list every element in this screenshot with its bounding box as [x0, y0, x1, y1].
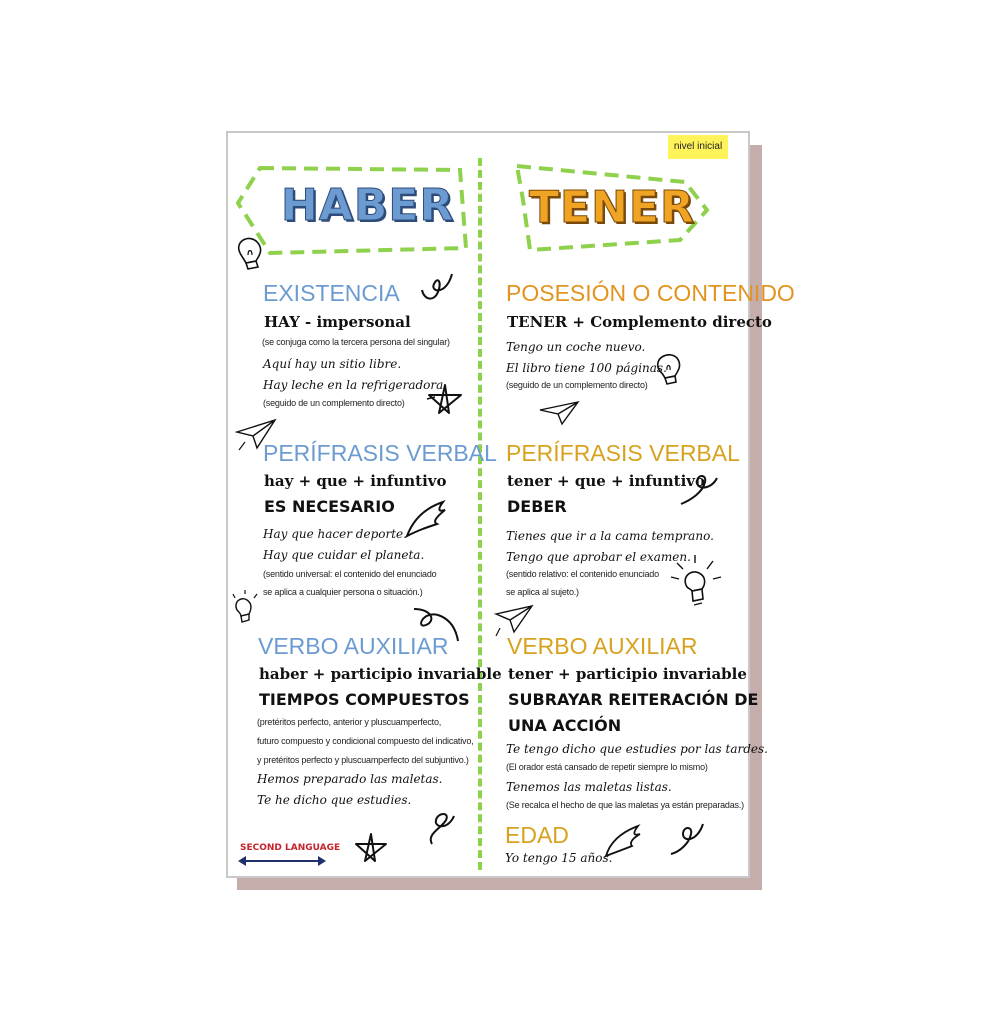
squiggle-icon — [677, 470, 721, 508]
tener-edad-heading: EDAD — [505, 822, 569, 848]
lightbulb-icon — [232, 233, 272, 275]
tener-auxiliar-note1: (El orador está cansado de repetir siempre lo mismo) — [506, 762, 708, 772]
haber-existencia-ex2: Hay leche en la refrigeradora. — [263, 378, 448, 392]
lightbulb-rays-icon — [229, 588, 263, 632]
haber-auxiliar-note1: (pretéritos perfecto, anterior y pluscuamperfecto, — [257, 717, 442, 727]
squiggle-icon — [667, 820, 707, 860]
tener-posesion-ex2: El libro tiene 100 páginas. — [506, 361, 667, 375]
tener-posesion-ex1: Tengo un coche nuevo. — [506, 340, 646, 354]
tener-posesion-note1: (seguido de un complemento directo) — [506, 380, 648, 390]
haber-existencia-heading: EXISTENCIA — [263, 280, 400, 306]
star-icon — [425, 383, 465, 417]
haber-perifrasis-rule: hay + que + infuntivo — [264, 472, 447, 490]
haber-auxiliar-note2: futuro compuesto y condicional compuesto del indicativo, — [257, 736, 474, 746]
haber-existencia-note1: (se conjuga como la tercera persona del singular) — [262, 337, 450, 347]
haber-auxiliar-heading: VERBO AUXILIAR — [258, 633, 449, 659]
paper-plane-icon — [492, 600, 534, 640]
tener-posesion-heading: POSESIÓN O CONTENIDO — [506, 280, 795, 306]
tener-perifrasis-note2: se aplica al sujeto.) — [506, 587, 579, 597]
squiggle-icon — [424, 808, 458, 848]
haber-perifrasis-heading: PERÍFRASIS VERBAL — [263, 440, 497, 466]
haber-auxiliar-ex1: Hemos preparado las maletas. — [257, 772, 443, 786]
tener-auxiliar-meaning2: UNA ACCIÓN — [508, 716, 622, 735]
lightbulb-icon — [651, 350, 687, 390]
haber-auxiliar-meaning: TIEMPOS COMPUESTOS — [259, 690, 470, 709]
haber-title: HABER — [281, 180, 455, 231]
haber-perifrasis-note1: (sentido universal: el contenido del enunciado — [263, 569, 437, 579]
haber-existencia-note2: (seguido de un complemento directo) — [263, 398, 405, 408]
haber-perifrasis-note2: se aplica a cualquier persona o situación.) — [263, 587, 423, 597]
haber-auxiliar-ex2: Te he dicho que estudies. — [257, 793, 412, 807]
haber-perifrasis-ex1: Hay que hacer deporte. — [263, 527, 407, 541]
wing-icon — [602, 824, 642, 860]
tener-auxiliar-ex2: Tenemos las maletas listas. — [506, 780, 672, 794]
tener-title: TENER — [529, 182, 695, 233]
tener-edad-ex1: Yo tengo 15 años. — [505, 851, 613, 865]
wing-icon — [403, 500, 447, 540]
tener-perifrasis-note1: (sentido relativo: el contenido enunciado — [506, 569, 659, 579]
tener-perifrasis-ex2: Tengo que aprobar el examen. — [506, 550, 691, 564]
tener-perifrasis-rule: tener + que + infuntivo — [507, 472, 706, 490]
tener-auxiliar-meaning1: SUBRAYAR REITERACIÓN DE — [508, 690, 759, 709]
tener-auxiliar-note2: (Se recalca el hecho de que las maletas ya están preparadas.) — [506, 800, 744, 810]
lightbulb-rays-icon — [665, 553, 729, 619]
tener-auxiliar-rule: tener + participio invariable — [508, 665, 747, 683]
haber-existencia-ex1: Aquí hay un sitio libre. — [263, 357, 402, 371]
tener-perifrasis-ex1: Tienes que ir a la cama temprano. — [506, 529, 714, 543]
level-badge: nivel inicial — [668, 135, 728, 159]
column-divider — [478, 158, 482, 870]
haber-auxiliar-note3: y pretéritos perfecto y pluscuamperfecto del subjuntivo.) — [257, 755, 469, 765]
paper-plane-icon — [538, 398, 580, 428]
logo-arrow-icon — [238, 855, 326, 867]
tener-auxiliar-heading: VERBO AUXILIAR — [507, 633, 698, 659]
star-icon — [352, 832, 390, 864]
paper-plane-icon — [235, 418, 277, 452]
loop-squiggle-icon — [412, 605, 462, 645]
tener-auxiliar-ex1: Te tengo dicho que estudies por las tardes. — [506, 742, 768, 756]
tener-perifrasis-meaning: DEBER — [507, 497, 567, 516]
haber-perifrasis-meaning: ES NECESARIO — [264, 497, 395, 516]
tener-posesion-rule: TENER + Complemento directo — [507, 313, 772, 331]
haber-auxiliar-rule: haber + participio invariable — [259, 665, 502, 683]
tener-perifrasis-heading: PERÍFRASIS VERBAL — [506, 440, 740, 466]
haber-perifrasis-ex2: Hay que cuidar el planeta. — [263, 548, 425, 562]
logo-text: SECOND LANGUAGE — [240, 843, 341, 853]
squiggle-icon — [418, 270, 458, 304]
haber-existencia-rule: HAY - impersonal — [264, 313, 411, 331]
